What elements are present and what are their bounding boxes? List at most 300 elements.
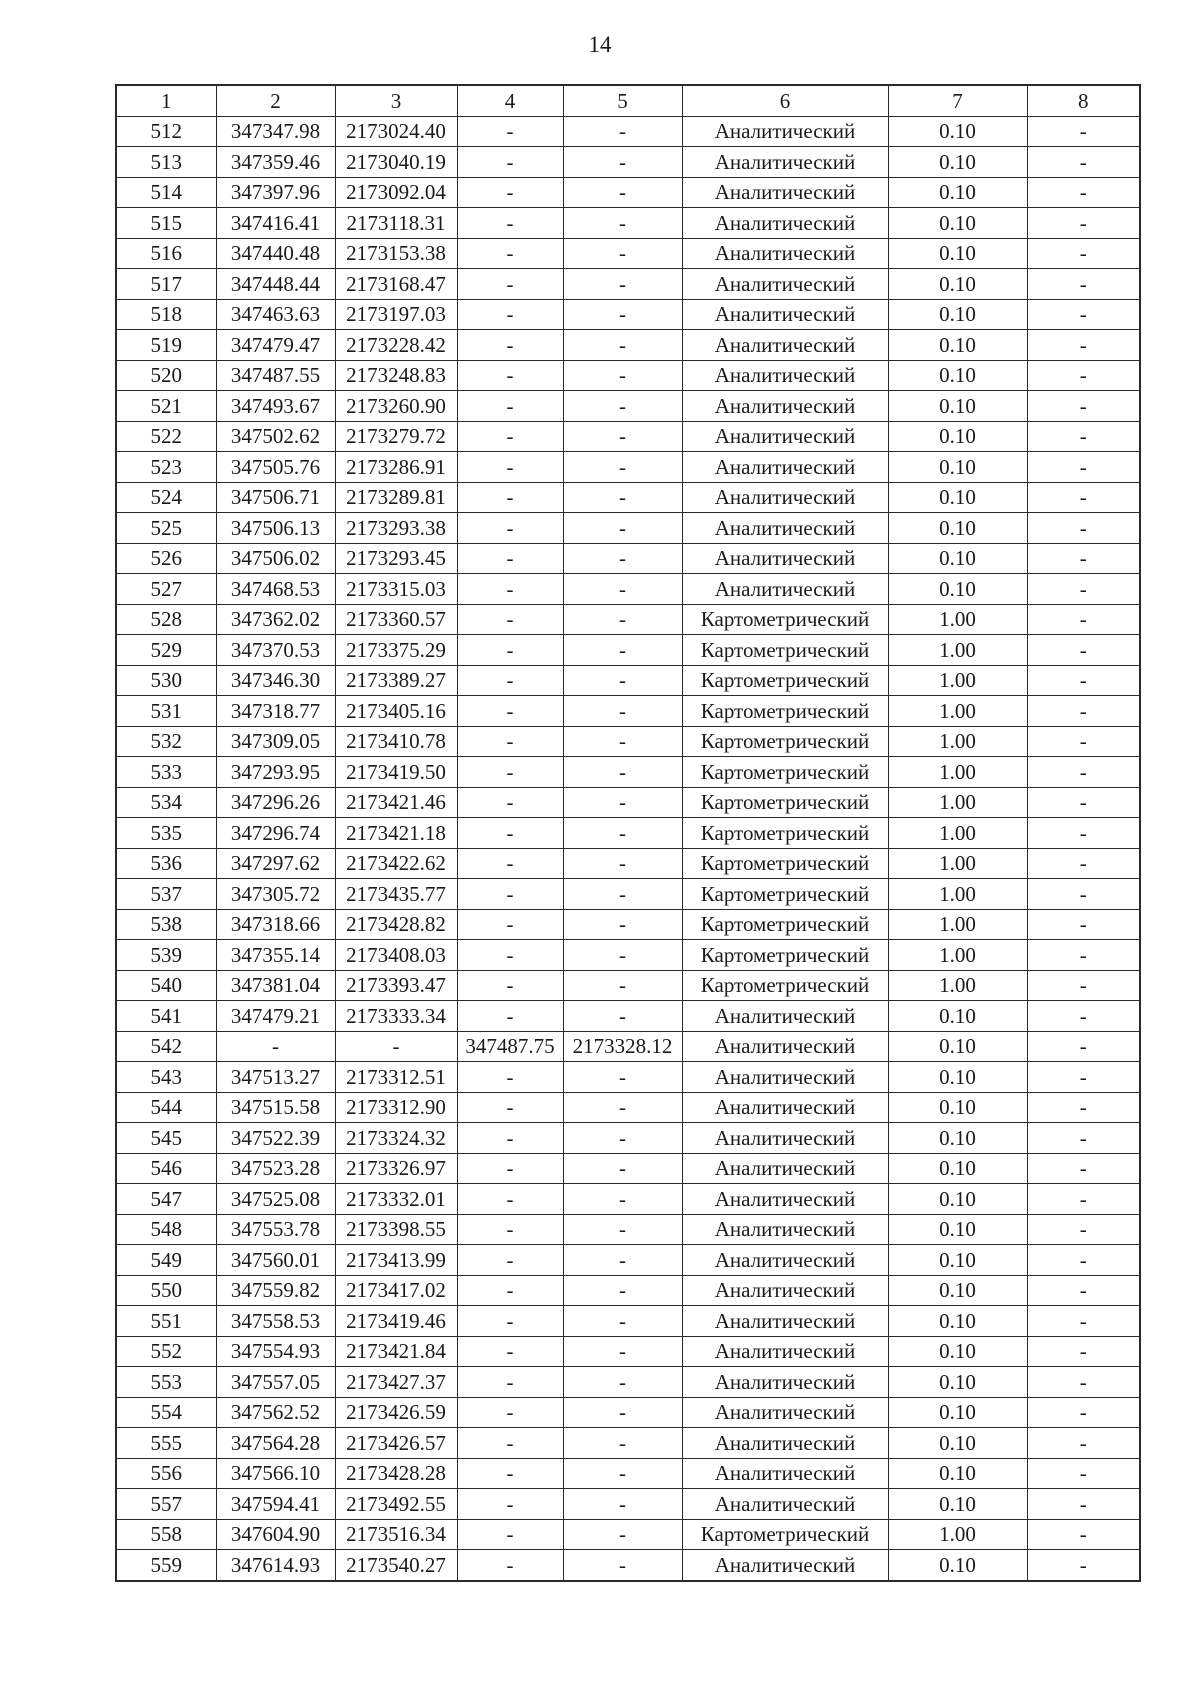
method-cell: Аналитический <box>682 299 888 330</box>
x-coordinate-cell: 347505.76 <box>216 452 335 483</box>
point-number-cell: 548 <box>116 1214 216 1245</box>
x-coordinate-alt-cell: - <box>457 1519 563 1550</box>
y-coordinate-alt-cell: - <box>563 513 682 544</box>
precision-cell: 1.00 <box>888 757 1027 788</box>
precision-cell: 0.10 <box>888 1214 1027 1245</box>
x-coordinate-cell: 347559.82 <box>216 1275 335 1306</box>
note-cell: - <box>1027 1428 1140 1459</box>
x-coordinate-cell: 347560.01 <box>216 1245 335 1276</box>
x-coordinate-cell: 347515.58 <box>216 1092 335 1123</box>
x-coordinate-cell: 347558.53 <box>216 1306 335 1337</box>
x-coordinate-alt-cell: - <box>457 665 563 696</box>
y-coordinate-cell: 2173333.34 <box>335 1001 457 1032</box>
point-number-cell: 541 <box>116 1001 216 1032</box>
y-coordinate-cell: 2173421.18 <box>335 818 457 849</box>
y-coordinate-cell: 2173492.55 <box>335 1489 457 1520</box>
y-coordinate-alt-cell: - <box>563 360 682 391</box>
precision-cell: 1.00 <box>888 848 1027 879</box>
x-coordinate-cell: 347346.30 <box>216 665 335 696</box>
note-cell: - <box>1027 909 1140 940</box>
x-coordinate-cell: 347553.78 <box>216 1214 335 1245</box>
x-coordinate-cell: 347594.41 <box>216 1489 335 1520</box>
x-coordinate-alt-cell: - <box>457 208 563 239</box>
point-number-cell: 532 <box>116 726 216 757</box>
point-number-cell: 539 <box>116 940 216 971</box>
column-header: 4 <box>457 85 563 116</box>
x-coordinate-cell: 347293.95 <box>216 757 335 788</box>
method-cell: Аналитический <box>682 177 888 208</box>
method-cell: Аналитический <box>682 1306 888 1337</box>
x-coordinate-cell: 347562.52 <box>216 1397 335 1428</box>
y-coordinate-alt-cell: - <box>563 330 682 361</box>
table-row <box>116 574 1140 605</box>
precision-cell: 0.10 <box>888 1550 1027 1581</box>
y-coordinate-cell: 2173421.46 <box>335 787 457 818</box>
x-coordinate-cell: 347493.67 <box>216 391 335 422</box>
x-coordinate-alt-cell: - <box>457 1123 563 1154</box>
table-row <box>116 1428 1140 1459</box>
table-row <box>116 696 1140 727</box>
method-cell: Картометрический <box>682 1519 888 1550</box>
x-coordinate-alt-cell: - <box>457 940 563 971</box>
y-coordinate-alt-cell: - <box>563 1062 682 1093</box>
x-coordinate-cell: 347296.26 <box>216 787 335 818</box>
x-coordinate-alt-cell: - <box>457 696 563 727</box>
precision-cell: 1.00 <box>888 879 1027 910</box>
note-cell: - <box>1027 1397 1140 1428</box>
x-coordinate-cell: 347355.14 <box>216 940 335 971</box>
y-coordinate-cell: - <box>335 1031 457 1062</box>
note-cell: - <box>1027 269 1140 300</box>
precision-cell: 0.10 <box>888 1092 1027 1123</box>
method-cell: Картометрический <box>682 970 888 1001</box>
table-row <box>116 635 1140 666</box>
note-cell: - <box>1027 1153 1140 1184</box>
y-coordinate-alt-cell: - <box>563 116 682 147</box>
point-number-cell: 556 <box>116 1458 216 1489</box>
note-cell: - <box>1027 1458 1140 1489</box>
x-coordinate-alt-cell: - <box>457 513 563 544</box>
point-number-cell: 521 <box>116 391 216 422</box>
note-cell: - <box>1027 1123 1140 1154</box>
y-coordinate-cell: 2173389.27 <box>335 665 457 696</box>
x-coordinate-alt-cell: - <box>457 147 563 178</box>
y-coordinate-alt-cell: - <box>563 940 682 971</box>
x-coordinate-cell: 347440.48 <box>216 238 335 269</box>
note-cell: - <box>1027 299 1140 330</box>
table-row <box>116 482 1140 513</box>
table-row <box>116 1092 1140 1123</box>
y-coordinate-alt-cell: - <box>563 1275 682 1306</box>
note-cell: - <box>1027 1275 1140 1306</box>
table-row <box>116 391 1140 422</box>
note-cell: - <box>1027 360 1140 391</box>
method-cell: Аналитический <box>682 1397 888 1428</box>
table-row <box>116 330 1140 361</box>
table-row <box>116 269 1140 300</box>
y-coordinate-cell: 2173540.27 <box>335 1550 457 1581</box>
y-coordinate-cell: 2173293.38 <box>335 513 457 544</box>
x-coordinate-cell: 347564.28 <box>216 1428 335 1459</box>
note-cell: - <box>1027 208 1140 239</box>
note-cell: - <box>1027 1092 1140 1123</box>
y-coordinate-alt-cell: - <box>563 1458 682 1489</box>
note-cell: - <box>1027 879 1140 910</box>
method-cell: Картометрический <box>682 696 888 727</box>
method-cell: Картометрический <box>682 635 888 666</box>
point-number-cell: 536 <box>116 848 216 879</box>
table-row <box>116 238 1140 269</box>
y-coordinate-cell: 2173426.59 <box>335 1397 457 1428</box>
x-coordinate-cell: 347487.55 <box>216 360 335 391</box>
x-coordinate-alt-cell: - <box>457 879 563 910</box>
method-cell: Картометрический <box>682 757 888 788</box>
column-header: 3 <box>335 85 457 116</box>
point-number-cell: 519 <box>116 330 216 361</box>
table-row <box>116 940 1140 971</box>
table-row <box>116 879 1140 910</box>
y-coordinate-cell: 2173393.47 <box>335 970 457 1001</box>
y-coordinate-cell: 2173516.34 <box>335 1519 457 1550</box>
table-row <box>116 1031 1140 1062</box>
column-header: 7 <box>888 85 1027 116</box>
method-cell: Аналитический <box>682 1153 888 1184</box>
table-row <box>116 757 1140 788</box>
y-coordinate-cell: 2173408.03 <box>335 940 457 971</box>
method-cell: Аналитический <box>682 208 888 239</box>
x-coordinate-cell: 347397.96 <box>216 177 335 208</box>
point-number-cell: 559 <box>116 1550 216 1581</box>
y-coordinate-alt-cell: - <box>563 299 682 330</box>
coordinates-table <box>115 84 1141 1582</box>
y-coordinate-alt-cell: - <box>563 1336 682 1367</box>
y-coordinate-cell: 2173435.77 <box>335 879 457 910</box>
x-coordinate-cell: 347614.93 <box>216 1550 335 1581</box>
precision-cell: 0.10 <box>888 1458 1027 1489</box>
x-coordinate-alt-cell: - <box>457 1306 563 1337</box>
precision-cell: 0.10 <box>888 1123 1027 1154</box>
precision-cell: 0.10 <box>888 299 1027 330</box>
y-coordinate-cell: 2173324.32 <box>335 1123 457 1154</box>
point-number-cell: 537 <box>116 879 216 910</box>
point-number-cell: 554 <box>116 1397 216 1428</box>
precision-cell: 0.10 <box>888 1245 1027 1276</box>
precision-cell: 0.10 <box>888 116 1027 147</box>
x-coordinate-cell: 347522.39 <box>216 1123 335 1154</box>
y-coordinate-cell: 2173286.91 <box>335 452 457 483</box>
x-coordinate-alt-cell: - <box>457 818 563 849</box>
table-row <box>116 909 1140 940</box>
x-coordinate-alt-cell: - <box>457 299 563 330</box>
x-coordinate-cell: 347318.66 <box>216 909 335 940</box>
x-coordinate-alt-cell: - <box>457 970 563 1001</box>
x-coordinate-alt-cell: - <box>457 177 563 208</box>
y-coordinate-alt-cell: - <box>563 1092 682 1123</box>
y-coordinate-alt-cell: 2173328.12 <box>563 1031 682 1062</box>
table-row <box>116 1123 1140 1154</box>
precision-cell: 0.10 <box>888 177 1027 208</box>
note-cell: - <box>1027 330 1140 361</box>
x-coordinate-cell: 347523.28 <box>216 1153 335 1184</box>
method-cell: Аналитический <box>682 421 888 452</box>
y-coordinate-alt-cell: - <box>563 1153 682 1184</box>
y-coordinate-cell: 2173410.78 <box>335 726 457 757</box>
precision-cell: 0.10 <box>888 208 1027 239</box>
table-row <box>116 1306 1140 1337</box>
x-coordinate-alt-cell: - <box>457 1001 563 1032</box>
point-number-cell: 527 <box>116 574 216 605</box>
method-cell: Картометрический <box>682 940 888 971</box>
precision-cell: 0.10 <box>888 1001 1027 1032</box>
note-cell: - <box>1027 940 1140 971</box>
x-coordinate-alt-cell: - <box>457 1153 563 1184</box>
point-number-cell: 518 <box>116 299 216 330</box>
x-coordinate-cell: 347506.02 <box>216 543 335 574</box>
x-coordinate-alt-cell: - <box>457 421 563 452</box>
point-number-cell: 534 <box>116 787 216 818</box>
note-cell: - <box>1027 1001 1140 1032</box>
point-number-cell: 547 <box>116 1184 216 1215</box>
y-coordinate-cell: 2173417.02 <box>335 1275 457 1306</box>
note-cell: - <box>1027 1550 1140 1581</box>
table-row <box>116 177 1140 208</box>
point-number-cell: 553 <box>116 1367 216 1398</box>
table-row <box>116 726 1140 757</box>
page-number: 14 <box>588 32 612 57</box>
table-row <box>116 116 1140 147</box>
point-number-cell: 529 <box>116 635 216 666</box>
y-coordinate-cell: 2173118.31 <box>335 208 457 239</box>
note-cell: - <box>1027 147 1140 178</box>
precision-cell: 1.00 <box>888 696 1027 727</box>
note-cell: - <box>1027 757 1140 788</box>
y-coordinate-alt-cell: - <box>563 208 682 239</box>
point-number-cell: 524 <box>116 482 216 513</box>
y-coordinate-alt-cell: - <box>563 1123 682 1154</box>
y-coordinate-cell: 2173360.57 <box>335 604 457 635</box>
note-cell: - <box>1027 1214 1140 1245</box>
point-number-cell: 513 <box>116 147 216 178</box>
precision-cell: 0.10 <box>888 543 1027 574</box>
note-cell: - <box>1027 604 1140 635</box>
precision-cell: 1.00 <box>888 970 1027 1001</box>
precision-cell: 0.10 <box>888 574 1027 605</box>
table-row <box>116 1489 1140 1520</box>
method-cell: Аналитический <box>682 1550 888 1581</box>
x-coordinate-cell: 347359.46 <box>216 147 335 178</box>
y-coordinate-alt-cell: - <box>563 787 682 818</box>
y-coordinate-cell: 2173419.46 <box>335 1306 457 1337</box>
y-coordinate-alt-cell: - <box>563 543 682 574</box>
y-coordinate-alt-cell: - <box>563 1184 682 1215</box>
x-coordinate-cell: 347347.98 <box>216 116 335 147</box>
y-coordinate-cell: 2173419.50 <box>335 757 457 788</box>
table-row <box>116 818 1140 849</box>
precision-cell: 1.00 <box>888 818 1027 849</box>
note-cell: - <box>1027 787 1140 818</box>
method-cell: Картометрический <box>682 787 888 818</box>
x-coordinate-alt-cell: - <box>457 269 563 300</box>
table-row <box>116 1184 1140 1215</box>
note-cell: - <box>1027 1489 1140 1520</box>
y-coordinate-cell: 2173197.03 <box>335 299 457 330</box>
x-coordinate-alt-cell: - <box>457 116 563 147</box>
x-coordinate-alt-cell: - <box>457 848 563 879</box>
y-coordinate-alt-cell: - <box>563 1367 682 1398</box>
x-coordinate-alt-cell: - <box>457 635 563 666</box>
precision-cell: 1.00 <box>888 940 1027 971</box>
method-cell: Аналитический <box>682 1458 888 1489</box>
y-coordinate-cell: 2173332.01 <box>335 1184 457 1215</box>
x-coordinate-alt-cell: - <box>457 238 563 269</box>
y-coordinate-alt-cell: - <box>563 909 682 940</box>
method-cell: Аналитический <box>682 360 888 391</box>
point-number-cell: 552 <box>116 1336 216 1367</box>
column-header: 6 <box>682 85 888 116</box>
note-cell: - <box>1027 1336 1140 1367</box>
point-number-cell: 546 <box>116 1153 216 1184</box>
y-coordinate-cell: 2173168.47 <box>335 269 457 300</box>
precision-cell: 0.10 <box>888 1336 1027 1367</box>
note-cell: - <box>1027 452 1140 483</box>
method-cell: Аналитический <box>682 1428 888 1459</box>
point-number-cell: 551 <box>116 1306 216 1337</box>
note-cell: - <box>1027 1519 1140 1550</box>
y-coordinate-alt-cell: - <box>563 635 682 666</box>
y-coordinate-cell: 2173312.90 <box>335 1092 457 1123</box>
method-cell: Аналитический <box>682 147 888 178</box>
y-coordinate-alt-cell: - <box>563 1550 682 1581</box>
x-coordinate-alt-cell: - <box>457 1245 563 1276</box>
method-cell: Аналитический <box>682 238 888 269</box>
x-coordinate-alt-cell: - <box>457 330 563 361</box>
precision-cell: 0.10 <box>888 513 1027 544</box>
precision-cell: 0.10 <box>888 1153 1027 1184</box>
point-number-cell: 515 <box>116 208 216 239</box>
x-coordinate-alt-cell: - <box>457 787 563 818</box>
method-cell: Аналитический <box>682 574 888 605</box>
y-coordinate-alt-cell: - <box>563 147 682 178</box>
point-number-cell: 525 <box>116 513 216 544</box>
y-coordinate-cell: 2173260.90 <box>335 391 457 422</box>
x-coordinate-alt-cell: - <box>457 391 563 422</box>
y-coordinate-cell: 2173326.97 <box>335 1153 457 1184</box>
point-number-cell: 550 <box>116 1275 216 1306</box>
method-cell: Аналитический <box>682 1001 888 1032</box>
y-coordinate-alt-cell: - <box>563 1397 682 1428</box>
y-coordinate-cell: 2173279.72 <box>335 421 457 452</box>
column-header: 2 <box>216 85 335 116</box>
x-coordinate-alt-cell: - <box>457 1550 563 1581</box>
precision-cell: 0.10 <box>888 391 1027 422</box>
y-coordinate-cell: 2173421.84 <box>335 1336 457 1367</box>
x-coordinate-alt-cell: - <box>457 360 563 391</box>
y-coordinate-cell: 2173405.16 <box>335 696 457 727</box>
table-row <box>116 1519 1140 1550</box>
table-row <box>116 1245 1140 1276</box>
x-coordinate-cell: 347513.27 <box>216 1062 335 1093</box>
x-coordinate-alt-cell: - <box>457 543 563 574</box>
x-coordinate-cell: - <box>216 1031 335 1062</box>
table-row <box>116 452 1140 483</box>
column-header: 5 <box>563 85 682 116</box>
table-row <box>116 1550 1140 1581</box>
note-cell: - <box>1027 1245 1140 1276</box>
method-cell: Аналитический <box>682 1031 888 1062</box>
precision-cell: 0.10 <box>888 360 1027 391</box>
table-row <box>116 513 1140 544</box>
precision-cell: 0.10 <box>888 1397 1027 1428</box>
x-coordinate-alt-cell: - <box>457 1275 563 1306</box>
y-coordinate-alt-cell: - <box>563 818 682 849</box>
table-row <box>116 1397 1140 1428</box>
precision-cell: 1.00 <box>888 726 1027 757</box>
y-coordinate-alt-cell: - <box>563 848 682 879</box>
y-coordinate-cell: 2173426.57 <box>335 1428 457 1459</box>
x-coordinate-alt-cell: - <box>457 757 563 788</box>
x-coordinate-alt-cell: - <box>457 726 563 757</box>
y-coordinate-cell: 2173427.37 <box>335 1367 457 1398</box>
x-coordinate-alt-cell: - <box>457 1214 563 1245</box>
y-coordinate-cell: 2173248.83 <box>335 360 457 391</box>
x-coordinate-alt-cell: - <box>457 452 563 483</box>
note-cell: - <box>1027 574 1140 605</box>
method-cell: Картометрический <box>682 848 888 879</box>
y-coordinate-alt-cell: - <box>563 970 682 1001</box>
point-number-cell: 522 <box>116 421 216 452</box>
precision-cell: 1.00 <box>888 604 1027 635</box>
note-cell: - <box>1027 970 1140 1001</box>
point-number-cell: 557 <box>116 1489 216 1520</box>
precision-cell: 1.00 <box>888 635 1027 666</box>
note-cell: - <box>1027 726 1140 757</box>
y-coordinate-cell: 2173428.82 <box>335 909 457 940</box>
table-row <box>116 1062 1140 1093</box>
method-cell: Картометрический <box>682 909 888 940</box>
x-coordinate-alt-cell: - <box>457 574 563 605</box>
x-coordinate-cell: 347502.62 <box>216 421 335 452</box>
point-number-cell: 558 <box>116 1519 216 1550</box>
x-coordinate-cell: 347416.41 <box>216 208 335 239</box>
method-cell: Аналитический <box>682 1275 888 1306</box>
table-row <box>116 543 1140 574</box>
x-coordinate-alt-cell: - <box>457 1489 563 1520</box>
table-row <box>116 299 1140 330</box>
note-cell: - <box>1027 665 1140 696</box>
column-header: 8 <box>1027 85 1140 116</box>
method-cell: Аналитический <box>682 482 888 513</box>
x-coordinate-alt-cell: - <box>457 482 563 513</box>
note-cell: - <box>1027 635 1140 666</box>
precision-cell: 0.10 <box>888 269 1027 300</box>
y-coordinate-alt-cell: - <box>563 574 682 605</box>
note-cell: - <box>1027 116 1140 147</box>
x-coordinate-cell: 347479.21 <box>216 1001 335 1032</box>
x-coordinate-cell: 347309.05 <box>216 726 335 757</box>
y-coordinate-alt-cell: - <box>563 1001 682 1032</box>
x-coordinate-alt-cell: - <box>457 1397 563 1428</box>
table-row <box>116 848 1140 879</box>
note-cell: - <box>1027 1367 1140 1398</box>
y-coordinate-alt-cell: - <box>563 238 682 269</box>
x-coordinate-alt-cell: - <box>457 1458 563 1489</box>
y-coordinate-alt-cell: - <box>563 1428 682 1459</box>
note-cell: - <box>1027 1184 1140 1215</box>
x-coordinate-cell: 347318.77 <box>216 696 335 727</box>
note-cell: - <box>1027 543 1140 574</box>
x-coordinate-alt-cell: - <box>457 1062 563 1093</box>
y-coordinate-alt-cell: - <box>563 879 682 910</box>
